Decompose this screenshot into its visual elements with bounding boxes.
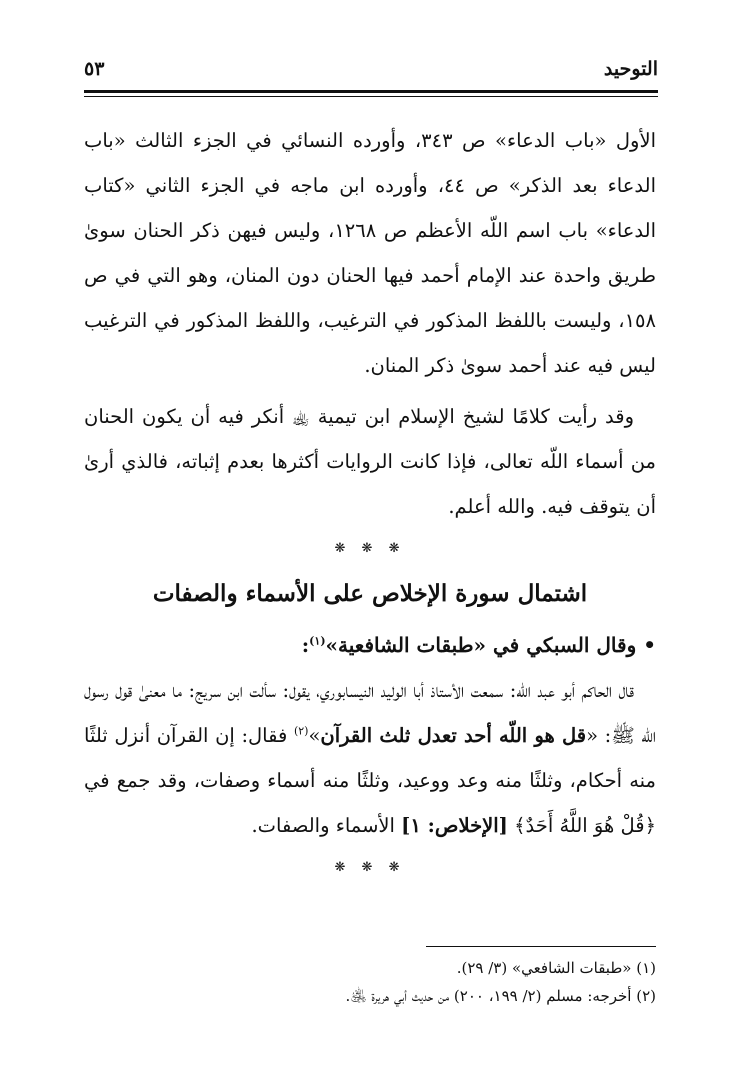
footnote-ref-1: (١) [309,634,326,648]
footnote-ref-2: (٢) [293,724,309,738]
paragraph-3-part-d: الأسماء والصفات. [251,814,402,837]
end-separator: ❋ ❋ ❋ [334,860,406,875]
main-text [84,118,656,888]
paragraph-3-part-a: قال الحاكم أبو عبد اللّه: سمعت الأستاذ أبا الوليد النيسابوري، يقول: سألت ابن سريج: ما معنىٰ قول رسول اللّه ﷺ: « [84,679,656,747]
running-head [84,58,658,80]
quote-heading-text: • وقال السبكي في «طبقات الشافعية» [325,633,656,657]
paragraph-2: وقد رأيت كلامًا لشيخ الإسلام ابن تيمية ﵀ أنكر فيه أن يكون الحنان من أسماء اللّه تعالى، فإذا كانت الروايات أكثرها بعدم إثباته، فالذي أرىٰ أن يتوقف فيه. والله أعلم. [84,405,656,518]
header-rule-thick [84,90,658,93]
paragraph-3-part-b: » [308,724,321,747]
paragraph-1: الأول «باب الدعاء» ص ٣٤٣، وأورده النسائي في الجزء الثالث «باب الدعاء بعد الذكر» ص ٤٤، وأورده ابن ماجه في الجزء الثاني «كتاب الدعاء» باب اسم اللّه الأعظم ص ١٢٦٨، وليس فيهن ذكر الحنان سوىٰ طريق واحدة عند الإمام أحمد فيها الحنان دون المنان، وهو التي في ص ١٥٨، وليست باللفظ المذكور في الترغيب، واللفظ المذكور في الترغيب ليس فيه عند أحمد سوىٰ ذكر المنان. [84,129,656,377]
paragraph-3-part-c: فقال: إن القرآن أنزل ثلثًا منه أحكام، وثلثًا منه وعد ووعيد، وثلثًا منه أسماء وصفات، وقد جمع في ﴿قُلْ هُوَ اللَّهُ أَحَدٌ﴾ [84,724,656,837]
hadith-text: قل هو اللّه أحد تعدل ثلث القرآن [320,724,587,747]
footnote-rule [426,946,656,947]
running-title: التوحيد [603,58,658,80]
section-separator: ❋ ❋ ❋ [334,541,406,556]
quote-heading [84,623,656,668]
footnotes [84,954,656,1010]
page-number: ٥٣ [84,58,105,80]
section-title: اشتمال سورة الإخلاص على الأسماء والصفات [152,580,588,607]
footnote-1: (١) «طبقات الشافعي» (٣/ ٢٩). [456,959,656,977]
paragraph-3 [84,668,656,848]
quote-heading-colon: : [301,633,310,657]
footnote-2: (٢) أخرجه: مسلم (٢/ ١٩٩، ٢٠٠) من حديث أبي هريرة ﵁. [345,987,656,1005]
header-rule-thin [84,96,658,97]
quran-citation: [الإخلاص: ١] [401,814,508,837]
